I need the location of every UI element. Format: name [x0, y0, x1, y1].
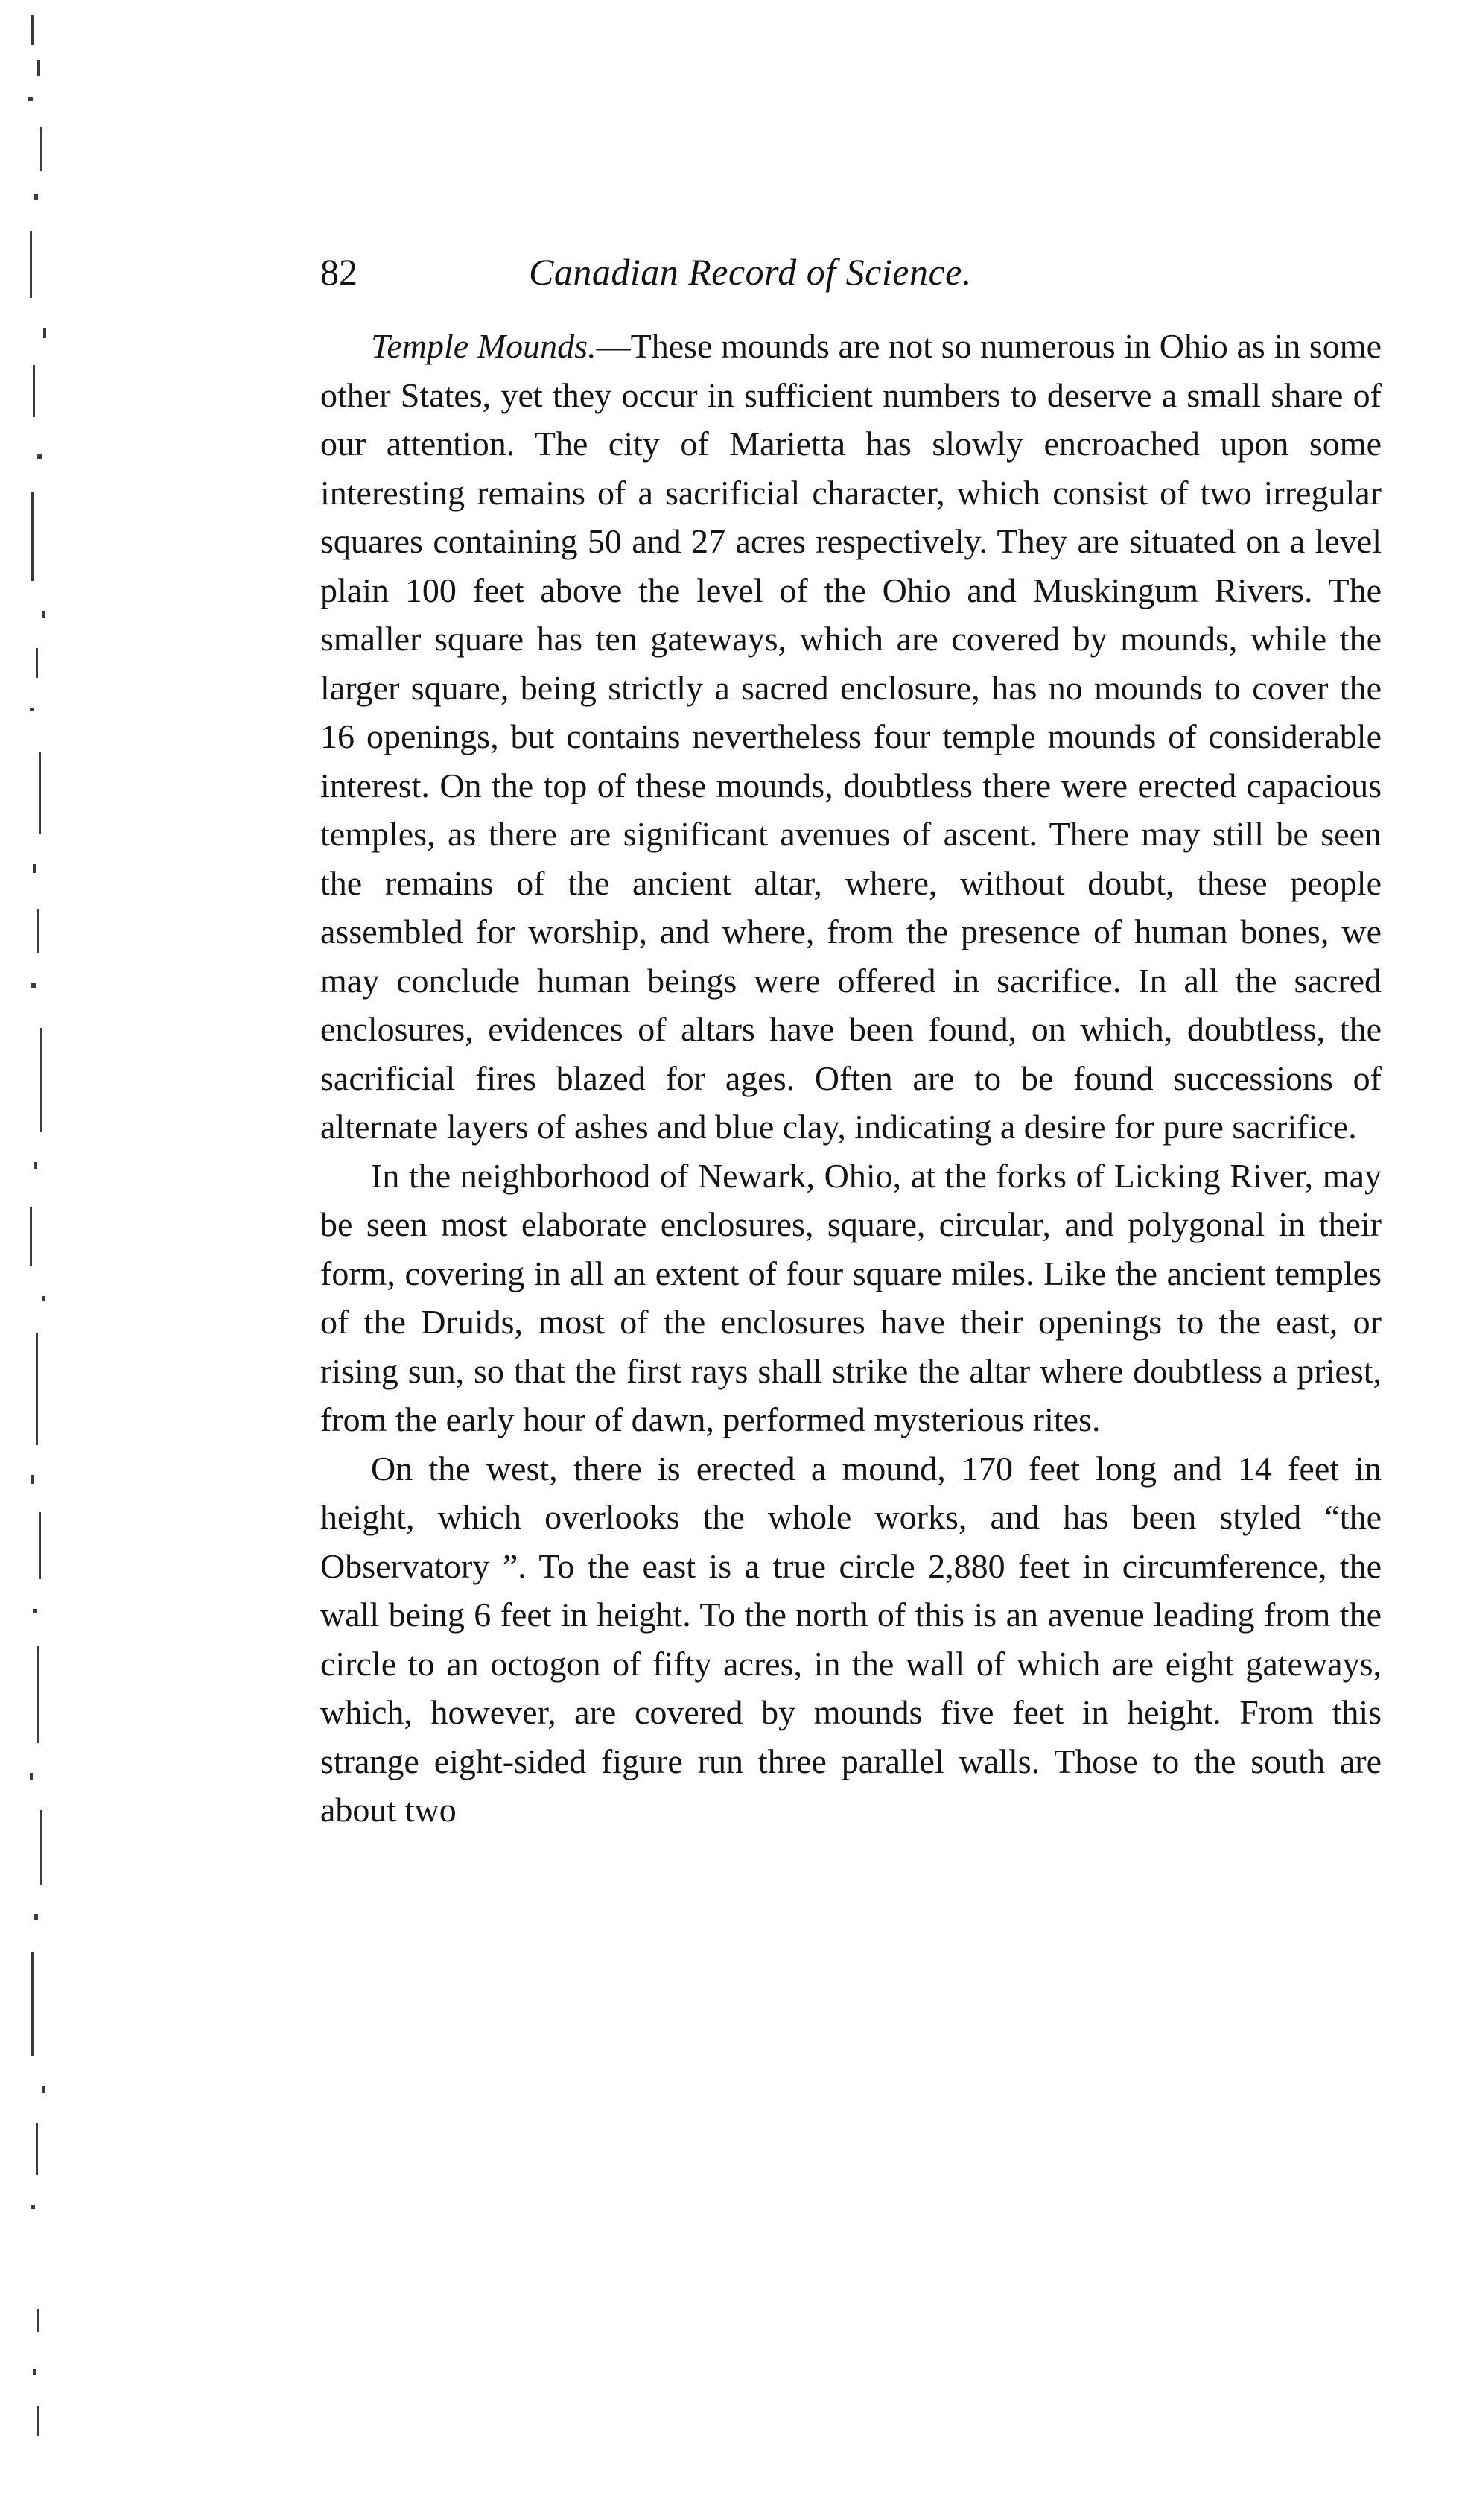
paragraph-observatory — [320, 1444, 1382, 1835]
paragraph-temple-mounds — [320, 322, 1382, 1152]
paragraph-text: In the neighborhood of Newark, Ohio, at the forks of Licking River, may be seen most elaborate enclosures, square, circular, and polygonal in their form, covering in all an extent of four square miles. Like the ancient temples of the Druids, most of the enclosures have their openings to the east, or rising sun, so that the first rays shall strike the altar where doubtless a priest, from the early hour of dawn, performed mysterious rites. — [320, 1156, 1382, 1438]
scan-gutter-artifact — [15, 15, 61, 2458]
section-run-in-heading: Temple Mounds. — [371, 327, 597, 365]
running-title: Canadian Record of Science. — [529, 251, 972, 293]
paragraph-text: —These mounds are not so numerous in Ohio as in some other States, yet they occur in sufficient numbers to deserve a small share of our attention. The city of Marietta has slowly encroached upon some interesting remains of a sacrificial character, which consist of two irregular squares containing 50 and 27 acres respectively. They are situated on a level plain 100 feet above the level of the Ohio and Muskingum Rivers. The smaller square has ten gateways, which are covered by mounds, while the larger square, being strictly a sacred enclosure, has no mounds to cover the 16 openings, but contains nevertheless four temple mounds of considerable interest. On the top of these mounds, doubtless there were erected capacious temples, as there are significant avenues of ascent. There may still be seen the remains of the ancient altar, where, without doubt, these people assembled for worship, and where, from the presence of human bones, we may conclude human beings were offered in sacrifice. In all the sacred enclosures, evidences of altars have been found, on which, doubtless, the sacrificial fires blazed for ages. Often are to be found successions of alternate layers of ashes and blue clay, indicating a desire for pure sacrifice. — [320, 327, 1382, 1146]
paragraph-text: On the west, there is erected a mound, 170 feet long and 14 feet in height, which overlooks the whole works, and has been styled “the Observatory ”. To the east is a true circle 2,880 feet in circumference, the wall being 6 feet in height. To the north of this is an avenue leading from the circle to an octogon of fifty acres, in the wall of which are eight gateways, which, however, are covered by mounds five feet in height. From this strange eight-sided figure run three parallel walls. Those to the south are about two — [320, 1449, 1382, 1829]
scan-noise-marks — [15, 15, 61, 2458]
article-body — [320, 322, 1382, 1835]
page-header — [320, 238, 1382, 305]
page-number: 82 — [320, 251, 357, 293]
paragraph-newark — [320, 1152, 1382, 1444]
